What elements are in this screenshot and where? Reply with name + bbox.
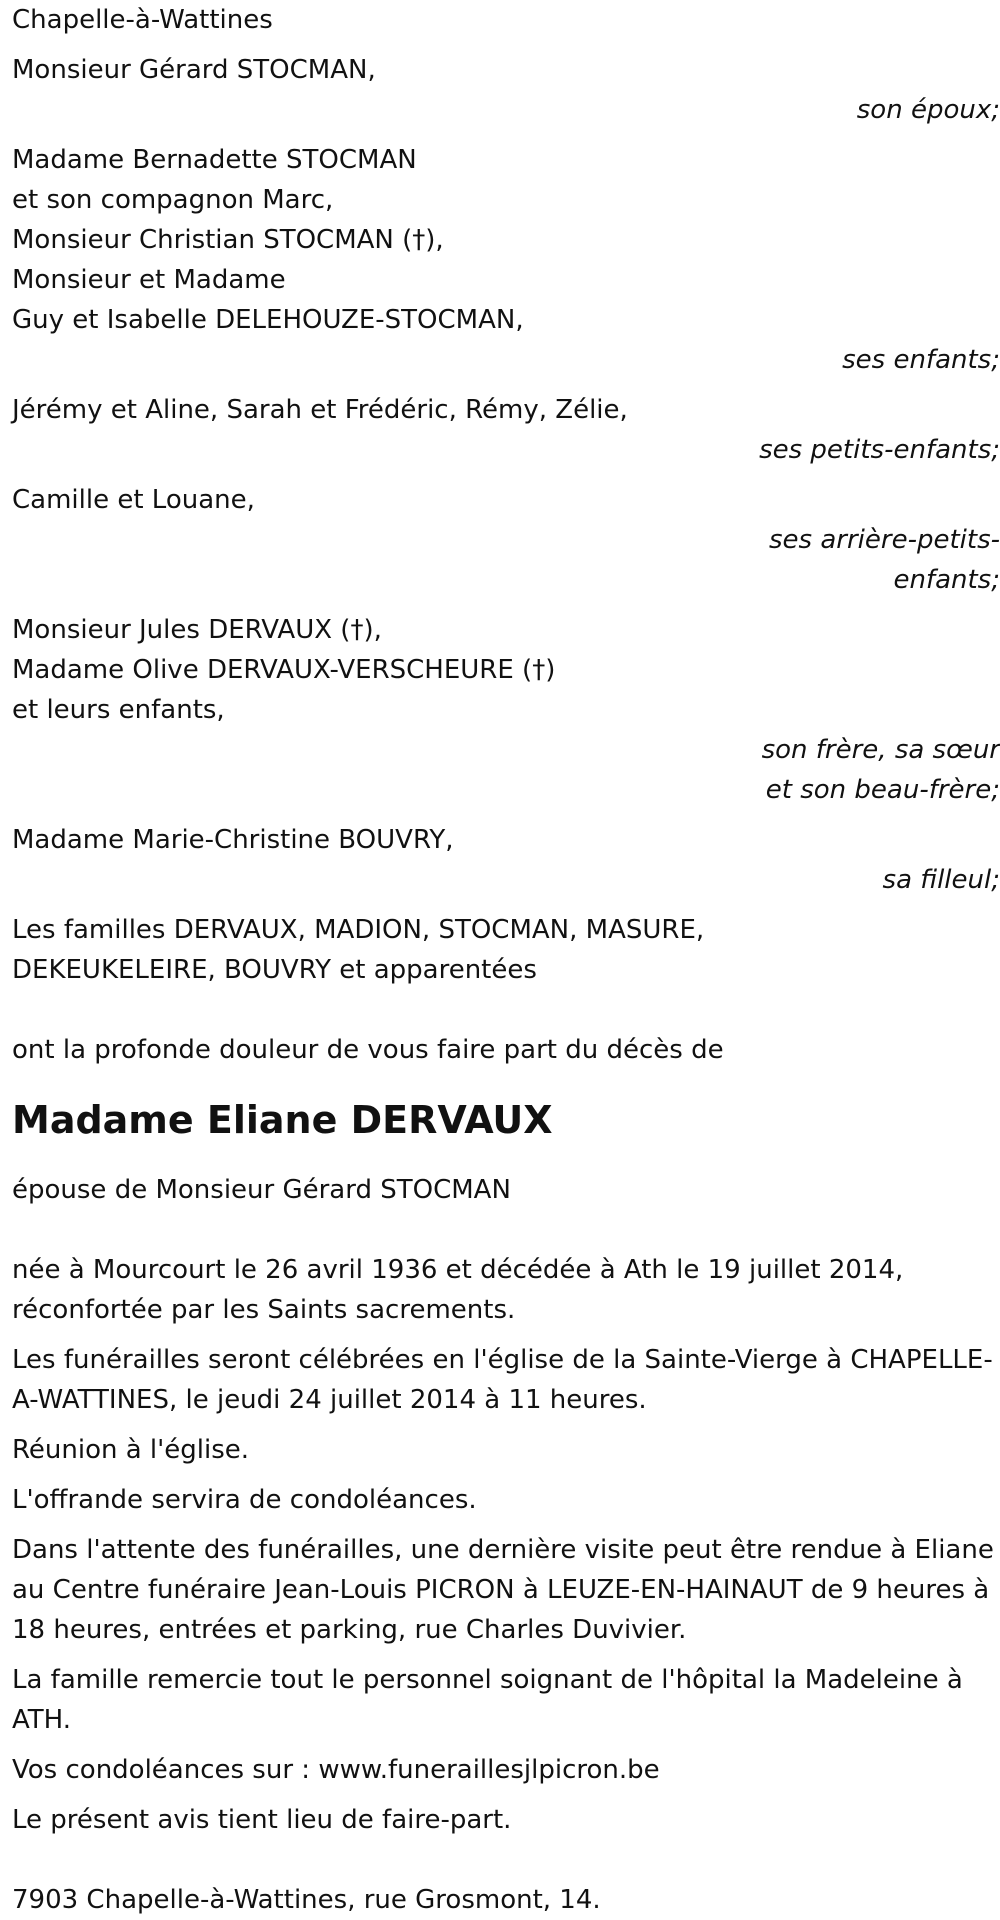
notice-paragraph: Dans l'attente des funérailles, une dernière visite peut être rendue à Eliane au Centre funéraire Jean-Louis PICRON à LEUZE-EN-HAINAUT de 9 heures à 18 heures, entrées et parking, rue Charles Duvivier. <box>12 1535 994 1645</box>
family-group <box>12 820 1000 900</box>
deceased-name: Madame Eliane DERVAUX <box>12 1098 553 1142</box>
family-line: Monsieur Christian STOCMAN (†), <box>12 225 444 255</box>
relation-label: ses petits-enfants; <box>759 435 1000 465</box>
condolences-link-text: Vos condoléances sur : www.funeraillesjlpicron.be <box>12 1755 660 1785</box>
family-group <box>12 390 1000 470</box>
notice-paragraph: La famille remercie tout le personnel soignant de l'hôpital la Madeleine à ATH. <box>12 1665 963 1735</box>
family-group <box>12 50 1000 130</box>
family-line: Madame Bernadette STOCMAN <box>12 145 417 175</box>
notice-paragraph: née à Mourcourt le 26 avril 1936 et décédée à Ath le 19 juillet 2014, réconfortée par les Saints sacrements. <box>12 1255 904 1325</box>
relation-label: ses arrière-petits- enfants; <box>769 525 1000 595</box>
family-line: Monsieur Jules DERVAUX (†), <box>12 615 382 645</box>
place-header: Chapelle-à-Wattines <box>12 5 273 35</box>
relation-label: sa filleul; <box>882 865 1000 895</box>
family-line: Monsieur et Madame <box>12 265 286 295</box>
family-line: Camille et Louane, <box>12 485 255 515</box>
family-line: Madame Marie-Christine BOUVRY, <box>12 825 454 855</box>
notice-paragraph: L'offrande servira de condoléances. <box>12 1485 477 1515</box>
family-line: Les familles DERVAUX, MADION, STOCMAN, MASURE, <box>12 915 705 945</box>
family-group <box>12 140 1000 380</box>
family-group <box>12 610 1000 810</box>
family-group <box>12 910 988 990</box>
notice-paragraph: Le présent avis tient lieu de faire-part. <box>12 1805 512 1835</box>
announcement-text: ont la profonde douleur de vous faire part du décès de <box>12 1035 724 1065</box>
relation-label: son frère, sa sœur et son beau-frère; <box>761 735 1000 805</box>
notice-paragraph: Réunion à l'église. <box>12 1435 250 1465</box>
relation-label: son époux; <box>856 95 1000 125</box>
family-line: et leurs enfants, <box>12 695 225 725</box>
address-line: 7903 Chapelle-à-Wattines, rue Grosmont, 14. <box>12 1885 601 1915</box>
family-line: et son compagnon Marc, <box>12 185 334 215</box>
family-line: Jérémy et Aline, Sarah et Frédéric, Rémy, Zélie, <box>12 395 628 425</box>
relation-label: ses enfants; <box>842 345 1000 375</box>
spouse-line: épouse de Monsieur Gérard STOCMAN <box>12 1175 511 1205</box>
notice-paragraph: Les funérailles seront célébrées en l'église de la Sainte-Vierge à CHAPELLE-A-WATTINES, le jeudi 24 juillet 2014 à 11 heures. <box>12 1345 993 1415</box>
family-line: Madame Olive DERVAUX-VERSCHEURE (†) <box>12 655 556 685</box>
family-line: DEKEUKELEIRE, BOUVRY et apparentées <box>12 955 537 985</box>
family-line: Guy et Isabelle DELEHOUZE-STOCMAN, <box>12 305 524 335</box>
family-line: Monsieur Gérard STOCMAN, <box>12 55 376 85</box>
family-group <box>12 480 1000 600</box>
